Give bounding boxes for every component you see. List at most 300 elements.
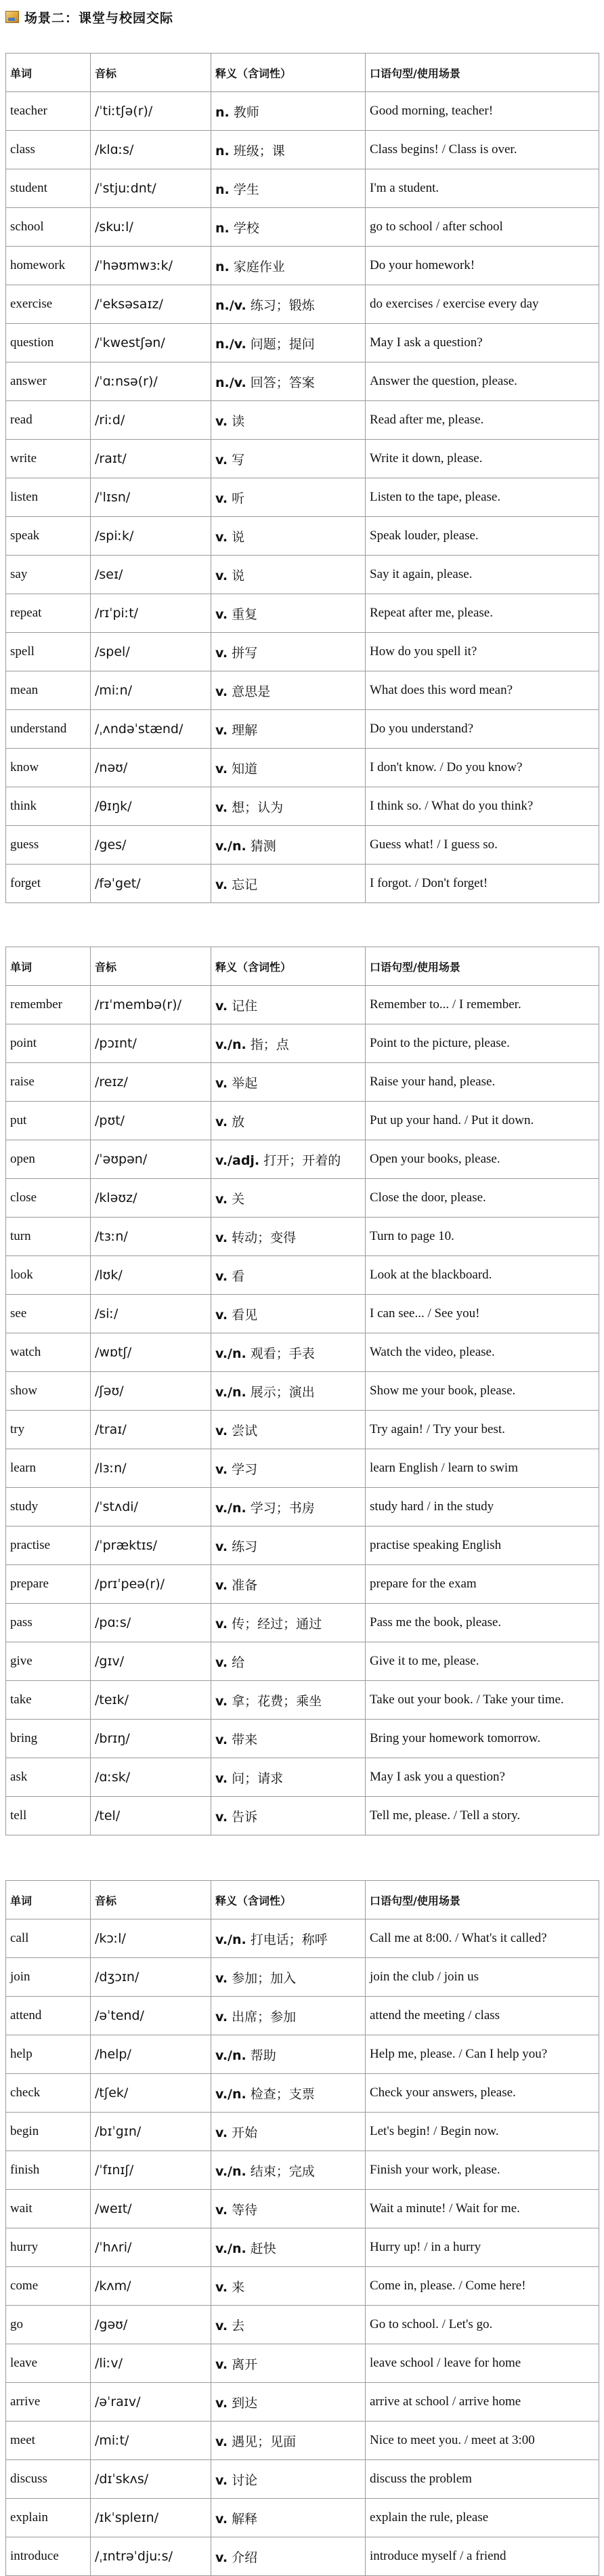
word-cell: prepare bbox=[6, 1565, 91, 1604]
table-row bbox=[6, 2422, 599, 2460]
word-cell: repeat bbox=[6, 594, 91, 633]
word-cell: leave bbox=[6, 2344, 91, 2383]
word-cell: help bbox=[6, 2035, 91, 2074]
word-cell: speak bbox=[6, 517, 91, 556]
table-row bbox=[6, 1488, 599, 1526]
phonetic-cell: /miːn/ bbox=[91, 671, 211, 710]
meaning-text: 参加；加入 bbox=[232, 1970, 297, 1986]
meaning-cell bbox=[211, 671, 366, 710]
word-cell: come bbox=[6, 2267, 91, 2306]
usage-cell: introduce myself / a friend bbox=[366, 2537, 599, 2576]
usage-cell: do exercises / exercise every day bbox=[366, 285, 599, 324]
usage-cell: I'm a student. bbox=[366, 169, 599, 208]
table-row bbox=[6, 1256, 599, 1295]
table-row bbox=[6, 671, 599, 710]
meaning-text: 拼写 bbox=[232, 645, 258, 661]
table-row bbox=[6, 285, 599, 324]
usage-cell: What does this word mean? bbox=[366, 671, 599, 710]
phonetic-cell: /bɪˈgɪn/ bbox=[91, 2113, 211, 2151]
phonetic-cell: /ɑːsk/ bbox=[91, 1758, 211, 1797]
usage-cell: Come in, please. / Come here! bbox=[366, 2267, 599, 2306]
phonetic-cell: /ˈeksəsaɪz/ bbox=[91, 285, 211, 324]
usage-cell: How do you spell it? bbox=[366, 633, 599, 671]
table-row bbox=[6, 594, 599, 633]
phonetic-cell: /ges/ bbox=[91, 826, 211, 865]
meaning-cell bbox=[211, 1720, 366, 1758]
meaning-text: 去 bbox=[232, 2318, 245, 2333]
usage-cell: Say it again, please. bbox=[366, 556, 599, 594]
word-cell: bring bbox=[6, 1720, 91, 1758]
usage-cell: prepare for the exam bbox=[366, 1565, 599, 1604]
phonetic-cell: /ˈlɪsn/ bbox=[91, 478, 211, 517]
usage-cell: Do you understand? bbox=[366, 710, 599, 749]
table-row bbox=[6, 1997, 599, 2035]
header-word: 单词 bbox=[6, 54, 91, 92]
header-phonetic: 音标 bbox=[91, 54, 211, 92]
meaning-text: 回答；答案 bbox=[250, 375, 315, 390]
word-cell: open bbox=[6, 1140, 91, 1179]
usage-cell: Close the door, please. bbox=[366, 1179, 599, 1218]
part-of-speech: v. bbox=[215, 1809, 228, 1825]
usage-cell: Read after me, please. bbox=[366, 401, 599, 440]
phonetic-cell: /traɪ/ bbox=[91, 1411, 211, 1449]
part-of-speech: v. bbox=[215, 1307, 228, 1323]
usage-cell: I forgot. / Don't forget! bbox=[366, 865, 599, 903]
part-of-speech: v. bbox=[215, 877, 228, 892]
table-row bbox=[6, 1179, 599, 1218]
word-cell: point bbox=[6, 1024, 91, 1063]
word-cell: answer bbox=[6, 362, 91, 401]
part-of-speech: v./n. bbox=[215, 838, 246, 854]
phonetic-cell: /spiːk/ bbox=[91, 517, 211, 556]
phonetic-cell: /ɪkˈspleɪn/ bbox=[91, 2499, 211, 2537]
meaning-cell bbox=[211, 710, 366, 749]
word-cell: explain bbox=[6, 2499, 91, 2537]
table-row bbox=[6, 1642, 599, 1681]
meaning-text: 说 bbox=[232, 568, 245, 583]
meaning-text: 重复 bbox=[232, 606, 258, 622]
meaning-cell bbox=[211, 1642, 366, 1681]
header-phonetic: 音标 bbox=[91, 947, 211, 986]
usage-cell: Turn to page 10. bbox=[366, 1218, 599, 1256]
part-of-speech: v. bbox=[215, 2434, 228, 2449]
usage-cell: Raise your hand, please. bbox=[366, 1063, 599, 1102]
meaning-text: 传；经过；通过 bbox=[232, 1616, 322, 1632]
part-of-speech: v. bbox=[215, 799, 228, 815]
phonetic-cell: /ˈpræktɪs/ bbox=[91, 1526, 211, 1565]
phonetic-cell: /ˌɪntrəˈdjuːs/ bbox=[91, 2537, 211, 2576]
phonetic-cell: /əˈtend/ bbox=[91, 1997, 211, 2035]
table-row bbox=[6, 401, 599, 440]
word-cell: go bbox=[6, 2306, 91, 2344]
usage-cell: Check your answers, please. bbox=[366, 2074, 599, 2113]
table-row bbox=[6, 169, 599, 208]
meaning-cell bbox=[211, 208, 366, 247]
phonetic-cell: /tɜːn/ bbox=[91, 1218, 211, 1256]
meaning-text: 讨论 bbox=[232, 2472, 258, 2488]
part-of-speech: v. bbox=[215, 998, 228, 1014]
phonetic-cell: /ˈstjuːdnt/ bbox=[91, 169, 211, 208]
part-of-speech: v./n. bbox=[215, 2086, 246, 2102]
meaning-text: 忘记 bbox=[232, 877, 258, 892]
meaning-cell bbox=[211, 1797, 366, 1835]
phonetic-cell: /ˈhʌri/ bbox=[91, 2228, 211, 2267]
table-row bbox=[6, 1720, 599, 1758]
usage-cell: Tell me, please. / Tell a story. bbox=[366, 1797, 599, 1835]
table-row bbox=[6, 1372, 599, 1411]
table-row bbox=[6, 2190, 599, 2228]
phonetic-cell: /miːt/ bbox=[91, 2422, 211, 2460]
phonetic-cell: /prɪˈpeə(r)/ bbox=[91, 1565, 211, 1604]
meaning-text: 猜测 bbox=[250, 838, 276, 854]
phonetic-cell: /ˈhəʊmwɜːk/ bbox=[91, 247, 211, 285]
word-cell: spell bbox=[6, 633, 91, 671]
meaning-text: 练习；锻炼 bbox=[250, 297, 315, 313]
meaning-cell bbox=[211, 633, 366, 671]
vocab-table bbox=[5, 1880, 599, 2576]
meaning-cell bbox=[211, 1958, 366, 1997]
usage-cell: Give it to me, please. bbox=[366, 1642, 599, 1681]
usage-cell: study hard / in the study bbox=[366, 1488, 599, 1526]
table-row bbox=[6, 1411, 599, 1449]
part-of-speech: v. bbox=[215, 413, 228, 429]
meaning-text: 看 bbox=[232, 1268, 245, 1284]
meaning-text: 带来 bbox=[232, 1732, 258, 1747]
meaning-cell bbox=[211, 749, 366, 787]
part-of-speech: v. bbox=[215, 491, 228, 506]
part-of-speech: v. bbox=[215, 1114, 228, 1129]
usage-cell: Guess what! / I guess so. bbox=[366, 826, 599, 865]
meaning-cell bbox=[211, 2344, 366, 2383]
part-of-speech: v. bbox=[215, 2550, 228, 2565]
meaning-text: 展示；演出 bbox=[250, 1384, 315, 1400]
part-of-speech: v./n. bbox=[215, 2048, 246, 2063]
vocab-table bbox=[5, 53, 599, 903]
phonetic-cell: /brɪŋ/ bbox=[91, 1720, 211, 1758]
word-cell: practise bbox=[6, 1526, 91, 1565]
part-of-speech: n./v. bbox=[215, 375, 246, 390]
meaning-text: 问题；提问 bbox=[250, 336, 315, 352]
meaning-cell bbox=[211, 1063, 366, 1102]
word-cell: show bbox=[6, 1372, 91, 1411]
phonetic-cell: /skuːl/ bbox=[91, 208, 211, 247]
table-row bbox=[6, 633, 599, 671]
meaning-text: 到达 bbox=[232, 2395, 258, 2411]
phonetic-cell: /ˈəʊpən/ bbox=[91, 1140, 211, 1179]
table-row bbox=[6, 1140, 599, 1179]
meaning-cell bbox=[211, 1411, 366, 1449]
part-of-speech: v. bbox=[215, 1461, 228, 1477]
meaning-cell bbox=[211, 2306, 366, 2344]
usage-cell: Write it down, please. bbox=[366, 440, 599, 478]
phonetic-cell: /seɪ/ bbox=[91, 556, 211, 594]
usage-cell: Help me, please. / Can I help you? bbox=[366, 2035, 599, 2074]
table-row bbox=[6, 865, 599, 903]
table-row bbox=[6, 478, 599, 517]
part-of-speech: v./n. bbox=[215, 2241, 246, 2256]
table-row bbox=[6, 2113, 599, 2151]
part-of-speech: n. bbox=[215, 182, 230, 197]
word-cell: close bbox=[6, 1179, 91, 1218]
phonetic-cell: /ˈstʌdi/ bbox=[91, 1488, 211, 1526]
word-cell: homework bbox=[6, 247, 91, 285]
phonetic-cell: /teɪk/ bbox=[91, 1681, 211, 1720]
meaning-cell bbox=[211, 1526, 366, 1565]
part-of-speech: v. bbox=[215, 2202, 228, 2218]
usage-cell: attend the meeting / class bbox=[366, 1997, 599, 2035]
meaning-cell bbox=[211, 2499, 366, 2537]
phonetic-cell: /kləʊz/ bbox=[91, 1179, 211, 1218]
phonetic-cell: /θɪŋk/ bbox=[91, 787, 211, 826]
meaning-cell bbox=[211, 362, 366, 401]
meaning-text: 打开；开着的 bbox=[263, 1152, 341, 1168]
meaning-cell bbox=[211, 1565, 366, 1604]
table-row bbox=[6, 517, 599, 556]
part-of-speech: v. bbox=[215, 529, 228, 545]
table-header-row bbox=[6, 947, 599, 986]
header-meaning: 释义（含词性） bbox=[211, 947, 366, 986]
word-cell: finish bbox=[6, 2151, 91, 2190]
usage-cell: Watch the video, please. bbox=[366, 1333, 599, 1372]
phonetic-cell: /ˈkwestʃən/ bbox=[91, 324, 211, 362]
word-cell: take bbox=[6, 1681, 91, 1720]
part-of-speech: n./v. bbox=[215, 336, 246, 352]
meaning-text: 给 bbox=[232, 1655, 245, 1670]
part-of-speech: v. bbox=[215, 1732, 228, 1747]
table-row bbox=[6, 986, 599, 1024]
table-row bbox=[6, 131, 599, 169]
word-cell: question bbox=[6, 324, 91, 362]
word-cell: hurry bbox=[6, 2228, 91, 2267]
usage-cell: go to school / after school bbox=[366, 208, 599, 247]
meaning-text: 检查；支票 bbox=[250, 2086, 315, 2102]
meaning-cell bbox=[211, 2190, 366, 2228]
word-cell: give bbox=[6, 1642, 91, 1681]
table-row bbox=[6, 1919, 599, 1958]
table-row bbox=[6, 2306, 599, 2344]
meaning-text: 打电话；称呼 bbox=[250, 1932, 328, 1947]
meaning-text: 记住 bbox=[232, 998, 258, 1014]
phonetic-cell: /əˈraɪv/ bbox=[91, 2383, 211, 2422]
word-cell: meet bbox=[6, 2422, 91, 2460]
part-of-speech: v. bbox=[215, 1539, 228, 1554]
word-cell: pass bbox=[6, 1604, 91, 1642]
phonetic-cell: /fəˈget/ bbox=[91, 865, 211, 903]
table-row bbox=[6, 1797, 599, 1835]
usage-cell: Do your homework! bbox=[366, 247, 599, 285]
phonetic-cell: /ˌʌndəˈstænd/ bbox=[91, 710, 211, 749]
header-meaning: 释义（含词性） bbox=[211, 1881, 366, 1919]
part-of-speech: n. bbox=[215, 104, 230, 120]
part-of-speech: v. bbox=[215, 2356, 228, 2372]
word-cell: turn bbox=[6, 1218, 91, 1256]
phonetic-cell: /pɔɪnt/ bbox=[91, 1024, 211, 1063]
part-of-speech: v./n. bbox=[215, 1346, 246, 1361]
meaning-text: 想；认为 bbox=[232, 799, 284, 815]
usage-cell: May I ask you a question? bbox=[366, 1758, 599, 1797]
meaning-text: 教师 bbox=[233, 104, 259, 120]
meaning-text: 理解 bbox=[232, 722, 258, 738]
table-row bbox=[6, 1218, 599, 1256]
meaning-cell bbox=[211, 1295, 366, 1333]
meaning-cell bbox=[211, 1604, 366, 1642]
word-cell: guess bbox=[6, 826, 91, 865]
table-row bbox=[6, 1063, 599, 1102]
phonetic-cell: /wɒtʃ/ bbox=[91, 1333, 211, 1372]
phonetic-cell: /dɪˈskʌs/ bbox=[91, 2460, 211, 2499]
header-usage: 口语句型/使用场景 bbox=[366, 54, 599, 92]
word-cell: write bbox=[6, 440, 91, 478]
meaning-cell bbox=[211, 1488, 366, 1526]
table-header-row bbox=[6, 54, 599, 92]
header-meaning: 释义（含词性） bbox=[211, 54, 366, 92]
meaning-cell bbox=[211, 2074, 366, 2113]
part-of-speech: v. bbox=[215, 606, 228, 622]
usage-cell: Class begins! / Class is over. bbox=[366, 131, 599, 169]
meaning-text: 解释 bbox=[232, 2511, 258, 2527]
meaning-cell bbox=[211, 401, 366, 440]
meaning-cell bbox=[211, 517, 366, 556]
meaning-cell bbox=[211, 2383, 366, 2422]
meaning-cell bbox=[211, 1256, 366, 1295]
phonetic-cell: /ʃəʊ/ bbox=[91, 1372, 211, 1411]
word-cell: say bbox=[6, 556, 91, 594]
table-row bbox=[6, 2035, 599, 2074]
table-row bbox=[6, 1758, 599, 1797]
meaning-cell bbox=[211, 1024, 366, 1063]
usage-cell: learn English / learn to swim bbox=[366, 1449, 599, 1488]
table-row bbox=[6, 2499, 599, 2537]
meaning-text: 介绍 bbox=[232, 2550, 258, 2565]
meaning-cell bbox=[211, 285, 366, 324]
meaning-text: 准备 bbox=[232, 1577, 258, 1593]
table-row bbox=[6, 1295, 599, 1333]
phonetic-cell: /gɪv/ bbox=[91, 1642, 211, 1681]
usage-cell: Try again! / Try your best. bbox=[366, 1411, 599, 1449]
phonetic-cell: /pɑːs/ bbox=[91, 1604, 211, 1642]
meaning-cell bbox=[211, 1449, 366, 1488]
table-row bbox=[6, 1958, 599, 1997]
meaning-text: 学校 bbox=[233, 220, 259, 236]
table-row bbox=[6, 1526, 599, 1565]
usage-cell: Put up your hand. / Put it down. bbox=[366, 1102, 599, 1140]
table-row bbox=[6, 208, 599, 247]
word-cell: remember bbox=[6, 986, 91, 1024]
usage-cell: Nice to meet you. / meet at 3:00 bbox=[366, 2422, 599, 2460]
usage-cell: May I ask a question? bbox=[366, 324, 599, 362]
meaning-cell bbox=[211, 2460, 366, 2499]
part-of-speech: v. bbox=[215, 1655, 228, 1670]
meaning-cell bbox=[211, 169, 366, 208]
table-row bbox=[6, 1102, 599, 1140]
usage-cell: discuss the problem bbox=[366, 2460, 599, 2499]
meaning-text: 结束；完成 bbox=[250, 2163, 315, 2179]
meaning-text: 看见 bbox=[232, 1307, 258, 1323]
usage-cell: arrive at school / arrive home bbox=[366, 2383, 599, 2422]
meaning-cell bbox=[211, 1997, 366, 2035]
meaning-text: 意思是 bbox=[232, 684, 271, 699]
usage-cell: explain the rule, please bbox=[366, 2499, 599, 2537]
meaning-text: 家庭作业 bbox=[233, 259, 285, 274]
phonetic-cell: /kɔːl/ bbox=[91, 1919, 211, 1958]
part-of-speech: v./n. bbox=[215, 1037, 246, 1052]
meaning-cell bbox=[211, 2113, 366, 2151]
meaning-text: 遇见；见面 bbox=[232, 2434, 297, 2449]
usage-cell: join the club / join us bbox=[366, 1958, 599, 1997]
meaning-cell bbox=[211, 478, 366, 517]
part-of-speech: v. bbox=[215, 568, 228, 583]
part-of-speech: v. bbox=[215, 684, 228, 699]
meaning-cell bbox=[211, 131, 366, 169]
phonetic-cell: /tʃek/ bbox=[91, 2074, 211, 2113]
table-row bbox=[6, 2537, 599, 2576]
part-of-speech: v. bbox=[215, 1693, 228, 1709]
usage-cell: I think so. / What do you think? bbox=[366, 787, 599, 826]
usage-cell: Open your books, please. bbox=[366, 1140, 599, 1179]
usage-cell: Point to the picture, please. bbox=[366, 1024, 599, 1063]
meaning-text: 拿；花费；乘坐 bbox=[232, 1693, 322, 1709]
word-cell: check bbox=[6, 2074, 91, 2113]
table-row bbox=[6, 710, 599, 749]
meaning-text: 转动；变得 bbox=[232, 1230, 297, 1245]
meaning-text: 开始 bbox=[232, 2125, 258, 2140]
usage-cell: Look at the blackboard. bbox=[366, 1256, 599, 1295]
meaning-text: 练习 bbox=[232, 1539, 258, 1554]
usage-cell: I can see... / See you! bbox=[366, 1295, 599, 1333]
usage-cell: leave school / leave for home bbox=[366, 2344, 599, 2383]
phonetic-cell: /siː/ bbox=[91, 1295, 211, 1333]
phonetic-cell: /ˈtiːtʃə(r)/ bbox=[91, 92, 211, 131]
part-of-speech: v. bbox=[215, 761, 228, 776]
word-cell: try bbox=[6, 1411, 91, 1449]
table-row bbox=[6, 2228, 599, 2267]
phonetic-cell: /tel/ bbox=[91, 1797, 211, 1835]
word-cell: tell bbox=[6, 1797, 91, 1835]
part-of-speech: v. bbox=[215, 722, 228, 738]
word-cell: exercise bbox=[6, 285, 91, 324]
word-cell: forget bbox=[6, 865, 91, 903]
table-header-row bbox=[6, 1881, 599, 1919]
part-of-speech: v./n. bbox=[215, 1500, 246, 1516]
phonetic-cell: /kʌm/ bbox=[91, 2267, 211, 2306]
part-of-speech: v. bbox=[215, 2395, 228, 2411]
phonetic-cell: /raɪt/ bbox=[91, 440, 211, 478]
word-cell: discuss bbox=[6, 2460, 91, 2499]
word-cell: introduce bbox=[6, 2537, 91, 2576]
meaning-cell bbox=[211, 2267, 366, 2306]
meaning-cell bbox=[211, 826, 366, 865]
word-cell: understand bbox=[6, 710, 91, 749]
part-of-speech: v. bbox=[215, 1075, 228, 1091]
meaning-text: 举起 bbox=[232, 1075, 258, 1091]
word-cell: attend bbox=[6, 1997, 91, 2035]
word-cell: teacher bbox=[6, 92, 91, 131]
meaning-text: 知道 bbox=[232, 761, 258, 776]
meaning-text: 说 bbox=[232, 529, 245, 545]
meaning-cell bbox=[211, 92, 366, 131]
meaning-cell bbox=[211, 324, 366, 362]
phonetic-cell: /nəʊ/ bbox=[91, 749, 211, 787]
part-of-speech: v. bbox=[215, 1970, 228, 1986]
meaning-text: 观看；手表 bbox=[250, 1346, 315, 1361]
usage-cell: Wait a minute! / Wait for me. bbox=[366, 2190, 599, 2228]
meaning-cell bbox=[211, 247, 366, 285]
phonetic-cell: /reɪz/ bbox=[91, 1063, 211, 1102]
usage-cell: Speak louder, please. bbox=[366, 517, 599, 556]
phonetic-cell: /ˈfɪnɪʃ/ bbox=[91, 2151, 211, 2190]
part-of-speech: n./v. bbox=[215, 297, 246, 313]
table-row bbox=[6, 2344, 599, 2383]
